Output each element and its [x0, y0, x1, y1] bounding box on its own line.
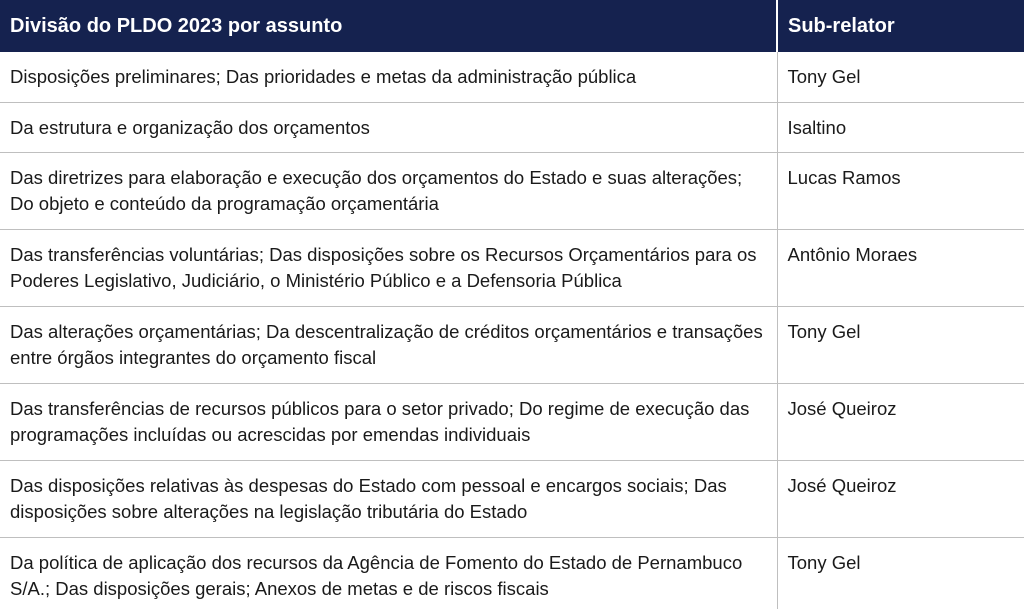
- rapporteur-cell: Isaltino: [777, 102, 1024, 152]
- rapporteur-cell: Antônio Moraes: [777, 229, 1024, 306]
- rapporteur-cell: Tony Gel: [777, 537, 1024, 609]
- subject-cell: Da estrutura e organização dos orçamentos: [0, 102, 777, 152]
- header-rapporteur: Sub-relator: [777, 0, 1024, 52]
- table-row: [0, 383, 1024, 460]
- rapporteur-cell: José Queiroz: [777, 460, 1024, 537]
- rapporteur-cell: Lucas Ramos: [777, 152, 1024, 229]
- subject-cell: Das diretrizes para elaboração e execução dos orçamentos do Estado e suas alterações; Do objeto e conteúdo da programação orçamentária: [0, 152, 777, 229]
- table-row: [0, 152, 1024, 229]
- table-row: [0, 537, 1024, 609]
- table-row: [0, 229, 1024, 306]
- subject-cell: Da política de aplicação dos recursos da Agência de Fomento do Estado de Pernambuco S/A.; Das disposições gerais; Anexos de metas e de riscos fiscais: [10, 551, 743, 599]
- rapporteur-cell: José Queiroz: [777, 383, 1024, 460]
- subject-cell: Das transferências de recursos públicos para o setor privado; Do regime de execução das programações incluídas ou acrescidas por emendas individuais: [0, 383, 777, 460]
- rapporteur-cell: Tony Gel: [777, 52, 1024, 102]
- subject-cell: Das disposições relativas às despesas do Estado com pessoal e encargos sociais; Das disposições sobre alterações na legislação tributária do Estado: [0, 460, 777, 537]
- subject-cell: Das transferências voluntárias; Das disposições sobre os Recursos Orçamentários para os Poderes Legislativo, Judiciário, o Ministério Público e a Defensoria Pública: [0, 229, 777, 306]
- subject-cell: Das alterações orçamentárias; Da descentralização de créditos orçamentários e transações entre órgãos integrantes do orçamento fiscal: [0, 306, 777, 383]
- header-subject: Divisão do PLDO 2023 por assunto: [0, 0, 777, 52]
- table-row: [0, 52, 1024, 102]
- table-header-row: [0, 0, 1024, 52]
- rapporteur-cell: Tony Gel: [777, 306, 1024, 383]
- table-row: [0, 102, 1024, 152]
- table-row: [0, 460, 1024, 537]
- subject-cell: Disposições preliminares; Das prioridades e metas da administração pública: [0, 52, 777, 102]
- table-row: [0, 306, 1024, 383]
